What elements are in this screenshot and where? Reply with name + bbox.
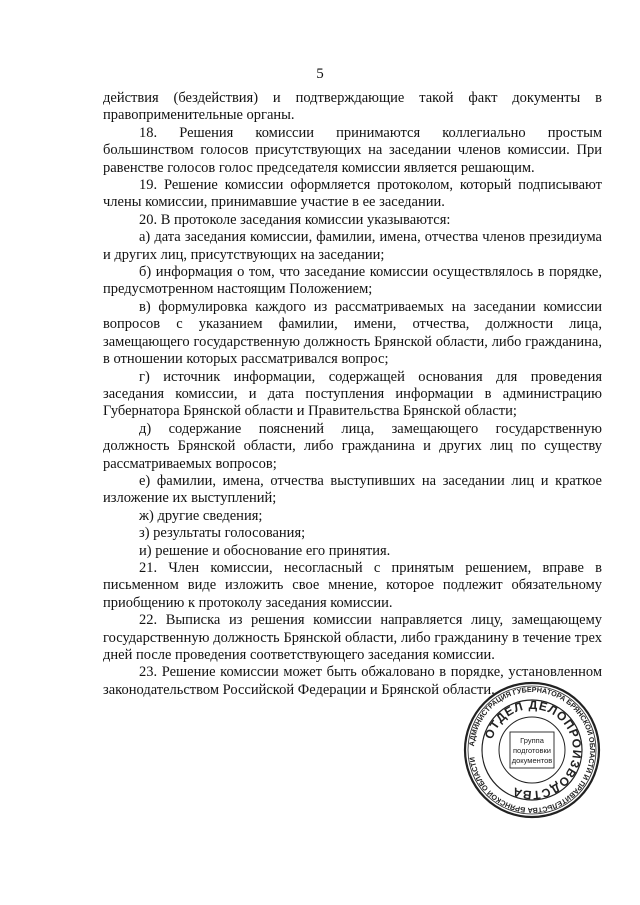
item-g: г) источник информации, содержащей основания для проведения заседания комиссии, и дата поступления информации в администрацию Губернатора Брянской области и Правительства Брянской области; xyxy=(103,368,602,420)
item-zh: ж) другие сведения; xyxy=(139,507,263,524)
item-z: з) результаты голосования; xyxy=(139,525,306,542)
item-v: в) формулировка каждого из рассматриваемых на заседании комиссии вопросов с указанием фамилии, имени, отчества, должности лица, замещающего государственную должность Брянской области, либо гражданина, в отношении которых рассматривался вопрос; xyxy=(103,298,602,368)
item-d: д) содержание пояснений лица, замещающего государственную должность Брянской области, либо гражданина и других лиц по существу рассматриваемых вопросов; xyxy=(103,420,602,472)
stamp-center-line-1: Группа xyxy=(520,736,544,745)
item-i: и) решение и обоснование его принятия. xyxy=(139,542,391,559)
paragraph-19: 19. Решение комиссии оформляется протоколом, который подписывают члены комиссии, принимавшие участие в ее заседании. xyxy=(103,177,602,211)
stamp-outer-text-path: АДМИНИСТРАЦИЯ ГУБЕРНАТОРА БРЯНСКОЙ ОБЛАСТИ И ПРАВИТЕЛЬСТВА БРЯНСКОЙ ОБЛАСТИ xyxy=(467,684,598,816)
stamp-center-line-3: документов xyxy=(511,756,553,765)
paragraph-21: 21. Член комиссии, несогласный с принятым решением, вправе в письменном виде изложить свое мнение, которое подлежит обязательному приобщению к протоколу заседания комиссии. xyxy=(103,559,602,611)
stamp-inner-text-path: ОТДЕЛ ДЕЛОПРОИЗВОДСТВА xyxy=(481,697,585,803)
paragraph-22: 22. Выписка из решения комиссии направляется лицу, замещающему государственную должность Брянской области, либо гражданину в течение трех дней после проведения соответствующего заседания комиссии. xyxy=(103,612,602,663)
item-b: б) информация о том, что заседание комиссии осуществлялось в порядке, предусмотренном настоящим Положением; xyxy=(103,264,602,298)
paragraph-continuation: действия (бездействия) и подтверждающие такой факт документы в правоприменительные органы. xyxy=(103,90,602,124)
item-e: е) фамилии, имена, отчества выступивших на заседании лиц и краткое изложение их выступлений; xyxy=(103,472,602,507)
stamp-center-line-2: подготовки xyxy=(513,746,551,755)
official-stamp xyxy=(462,680,602,820)
paragraph-18: 18. Решения комиссии принимаются коллегиально простым большинством голосов присутствующих на заседании членов комиссии. При равенстве голосов голос председателя комиссии является решающим. xyxy=(103,124,602,176)
paragraph-23: 23. Решение комиссии может быть обжаловано в порядке, установленном законодательством Российской Федерации и Брянской области. xyxy=(103,664,602,698)
paragraph-20: 20. В протоколе заседания комиссии указываются: xyxy=(139,211,451,228)
page-number: 5 xyxy=(316,66,324,82)
document-body xyxy=(103,90,602,699)
item-a: а) дата заседания комиссии, фамилии, имена, отчества членов президиума и других лиц, присутствующих на заседании; xyxy=(103,229,602,263)
